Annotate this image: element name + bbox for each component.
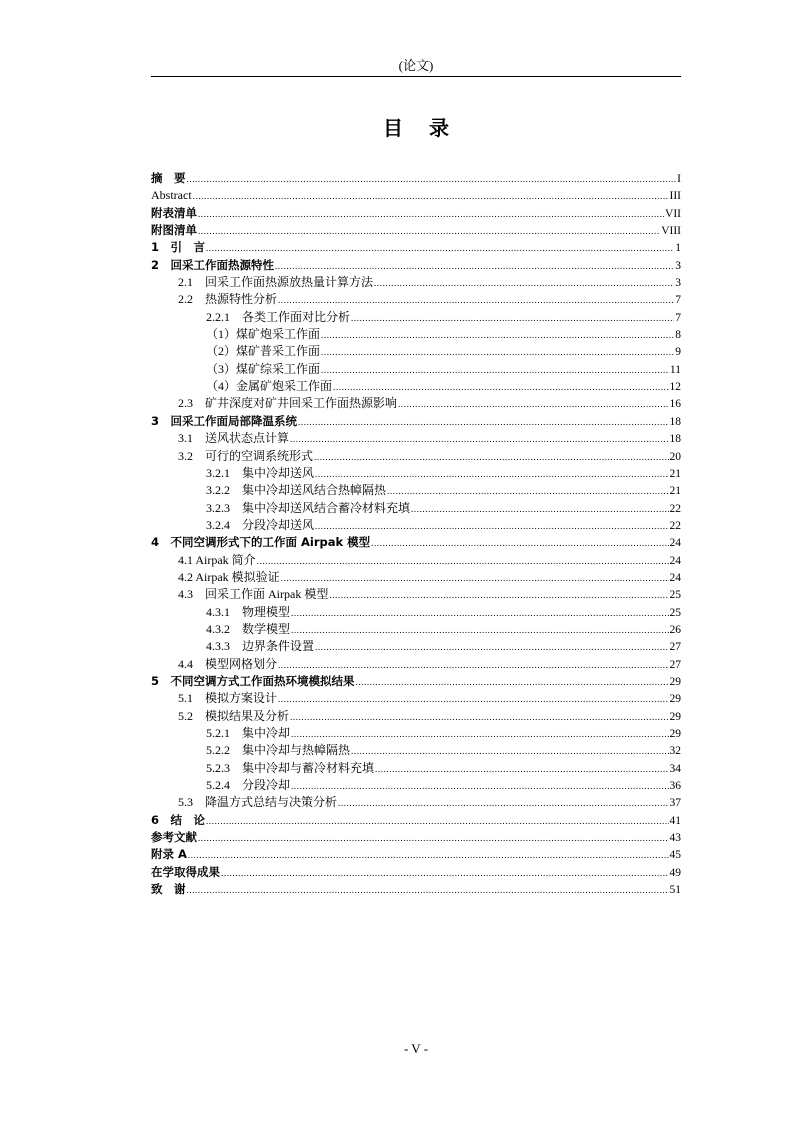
toc-entry-page: 27 [669,641,681,654]
toc-leader-dots [187,882,669,899]
toc-leader-dots [321,362,669,379]
toc-entry-label: （4）金属矿炮采工作面 [206,379,333,394]
toc-entry[interactable] [151,291,681,308]
toc-entry[interactable] [151,361,681,378]
toc-entry-label: 致 谢 [151,882,186,897]
toc-leader-dots [275,258,674,275]
toc-entry[interactable] [151,777,681,794]
toc-entry-label: 3.1 送风状态点计算 [178,431,290,446]
toc-leader-dots [278,691,668,708]
toc-leader-dots [291,605,668,622]
toc-entry-page: 3 [675,259,681,272]
toc-entry-page: 1 [675,242,681,255]
toc-entry[interactable] [151,395,681,412]
toc-entry-page: 34 [669,762,681,775]
toc-leader-dots [411,501,668,518]
toc-entry[interactable] [151,794,681,811]
toc-entry-page: 29 [669,710,681,723]
toc-entry[interactable] [151,881,681,898]
toc-entry[interactable] [151,448,681,465]
toc-entry-label: 3.2 可行的空调系统形式 [178,448,314,463]
toc-entry-page: 12 [669,381,681,394]
toc-entry-page: 29 [669,728,681,740]
toc-entry-label: 5.2.2 集中冷却与热幛隔热 [206,743,351,758]
toc-entry-page: 18 [669,433,681,446]
toc-entry[interactable] [151,829,681,846]
toc-leader-dots [315,518,668,535]
table-of-contents [151,170,681,898]
toc-entry-label: 附表清单 [151,205,197,220]
toc-entry[interactable] [151,239,681,256]
toc-entry-page: 24 [669,554,681,567]
toc-entry-page: 20 [669,450,681,463]
toc-entry[interactable] [151,274,681,291]
toc-entry[interactable] [151,517,681,534]
toc-entry-label: 3.2.1 集中冷却送风 [206,465,315,480]
toc-entry-page: VIII [661,225,681,238]
toc-entry-page: 21 [669,485,681,498]
toc-entry-label: 3.2.3 集中冷却送风结合蓄冷材料充填 [206,500,411,515]
toc-leader-dots [188,847,669,864]
toc-entry-label: 在学取得成果 [151,864,220,879]
toc-entry-label: 2 回采工作面热源特性 [151,257,275,272]
toc-entry-label: 4.3 回采工作面 Airpak 模型 [178,587,329,602]
toc-leader-dots [338,795,668,812]
toc-entry-label: 4 不同空调形式下的工作面 Airpak 模型 [151,535,371,550]
toc-entry-label: 3.2.2 集中冷却送风结合热幛隔热 [206,483,387,498]
toc-leader-dots [281,570,669,587]
toc-entry[interactable] [151,534,681,551]
toc-entry-page: VII [665,207,681,220]
toc-leader-dots [356,674,669,691]
toc-entry-label: 2.1 回采工作面热源放热量计算方法 [178,275,374,290]
toc-leader-dots [291,778,668,795]
toc-entry-page: 18 [669,415,681,428]
toc-entry-label: 3.2.4 分段冷却送风 [206,517,315,532]
toc-leader-dots [291,726,668,743]
toc-leader-dots [321,344,674,361]
toc-entry[interactable] [151,812,681,829]
toc-entry-page: 27 [669,658,681,671]
toc-entry-label: 参考文献 [151,830,197,845]
toc-leader-dots [206,240,674,257]
toc-entry[interactable] [151,343,681,360]
toc-entry-label: 2.3 矿井深度对矿井回采工作面热源影响 [178,396,398,411]
toc-entry-label: 6 结 论 [151,812,206,827]
toc-entry-page: 32 [669,745,681,758]
toc-entry[interactable] [151,690,681,707]
toc-entry-label: 附录 A [151,847,187,862]
toc-entry-label: Abstract [151,188,192,203]
toc-entry[interactable] [151,257,681,274]
toc-entry[interactable] [151,170,681,187]
toc-entry-page: 9 [675,346,681,359]
toc-entry-page: 51 [669,884,681,897]
toc-entry-page: 37 [669,797,681,810]
toc-leader-dots [187,171,677,188]
toc-entry[interactable] [151,413,681,430]
toc-entry-page: 24 [669,537,681,550]
toc-entry[interactable] [151,864,681,881]
toc-leader-dots [278,657,668,674]
toc-leader-dots [333,379,668,396]
toc-entry-label: 5.1 模拟方案设计 [178,691,278,706]
toc-leader-dots [198,830,669,847]
toc-entry-page: 24 [669,571,681,584]
toc-entry-page: 43 [669,832,681,845]
toc-entry-page: III [669,190,681,203]
toc-leader-dots [198,206,664,223]
toc-leader-dots [314,449,668,466]
toc-entry-page: 29 [669,675,681,688]
toc-entry[interactable] [151,725,681,742]
toc-leader-dots [398,396,668,413]
toc-leader-dots [206,813,668,830]
toc-entry-label: 4.2 Airpak 模拟验证 [178,569,280,584]
toc-entry[interactable] [151,760,681,777]
toc-entry[interactable] [151,708,681,725]
toc-entry-page: 29 [669,693,681,706]
toc-entry[interactable] [151,673,681,690]
toc-entry[interactable] [151,569,681,586]
toc-entry[interactable] [151,604,681,621]
toc-entry-page: 11 [669,363,681,376]
toc-entry-page: 41 [669,814,681,827]
toc-leader-dots [278,292,674,309]
toc-entry-label: 摘 要 [151,171,186,185]
toc-leader-dots [290,709,668,726]
toc-leader-dots [374,275,674,292]
toc-entry-label: 5.3 降温方式总结与决策分析 [178,795,338,810]
page-number: - V - [403,1041,429,1056]
toc-entry-label: 4.3.1 物理模型 [206,604,291,619]
toc-leader-dots [221,865,669,882]
toc-entry-label: 4.1 Airpak 简介 [178,552,256,567]
toc-leader-dots [375,761,668,778]
toc-entry[interactable] [151,656,681,673]
toc-entry-page: 7 [675,311,681,324]
toc-entry[interactable] [151,621,681,638]
toc-entry-label: 5.2 模拟结果及分析 [178,708,290,723]
toc-leader-dots [329,587,668,604]
toc-leader-dots [371,535,668,552]
toc-entry-page: 8 [675,329,681,342]
toc-entry-page: 22 [669,502,681,515]
toc-entry-label: （1）煤矿炮采工作面 [206,327,321,342]
toc-entry-page: 21 [669,467,681,480]
toc-entry-page: 36 [669,780,681,793]
toc-entry-page: 3 [675,277,681,290]
toc-entry-label: 附图清单 [151,223,197,238]
toc-leader-dots [387,483,668,500]
toc-entry[interactable] [151,500,681,517]
toc-entry-label: 4.3.3 边界条件设置 [206,639,315,654]
toc-entry-page: 26 [669,623,681,636]
toc-entry-label: 3 回采工作面局部降温系统 [151,413,298,428]
toc-entry-label: 5.2.4 分段冷却 [206,778,291,793]
toc-entry-label: 2.2.1 各类工作面对比分析 [206,309,351,324]
toc-entry[interactable] [151,378,681,395]
toc-entry-label: 2.2 热源特性分析 [178,292,278,307]
toc-leader-dots [291,622,668,639]
toc-entry[interactable] [151,309,681,326]
toc-entry[interactable] [151,205,681,222]
toc-leader-dots [315,466,668,483]
toc-entry[interactable] [151,187,681,204]
toc-entry-label: 4.3.2 数学模型 [206,621,291,636]
toc-entry[interactable] [151,638,681,655]
toc-entry-page: 45 [669,849,681,862]
toc-entry[interactable] [151,586,681,603]
toc-entry-page: 25 [669,589,681,602]
toc-leader-dots [193,188,669,205]
toc-entry-page: 16 [669,398,681,411]
toc-entry[interactable] [151,552,681,569]
toc-leader-dots [257,553,669,570]
toc-entry-label: 4.4 模型网格划分 [178,656,278,671]
toc-entry[interactable] [151,222,681,239]
toc-title: 目录 [383,116,475,140]
toc-leader-dots [298,414,668,431]
toc-leader-dots [351,743,668,760]
toc-entry-label: （3）煤矿综采工作面 [206,361,321,376]
toc-entry[interactable] [151,430,681,447]
page-header: (论文) [398,58,434,73]
toc-entry[interactable] [151,482,681,499]
toc-entry-page: 25 [669,606,681,619]
toc-entry-page: I [677,173,681,185]
toc-entry-label: （2）煤矿普采工作面 [206,344,321,359]
toc-entry-label: 5.2.3 集中冷却与蓄冷材料充填 [206,760,375,775]
toc-entry[interactable] [151,326,681,343]
toc-entry-label: 5.2.1 集中冷却 [206,726,291,740]
toc-entry-page: 22 [669,519,681,532]
toc-entry[interactable] [151,742,681,759]
toc-entry[interactable] [151,846,681,863]
toc-entry-page: 7 [675,294,681,307]
toc-entry[interactable] [151,465,681,482]
toc-leader-dots [321,327,674,344]
toc-leader-dots [315,639,668,656]
toc-leader-dots [290,431,668,448]
toc-leader-dots [198,223,660,240]
toc-entry-label: 1 引 言 [151,240,206,255]
toc-entry-page: 49 [669,866,681,879]
toc-leader-dots [351,310,674,327]
toc-entry-label: 5 不同空调方式工作面热环境模拟结果 [151,673,355,688]
header-rule [151,76,681,77]
